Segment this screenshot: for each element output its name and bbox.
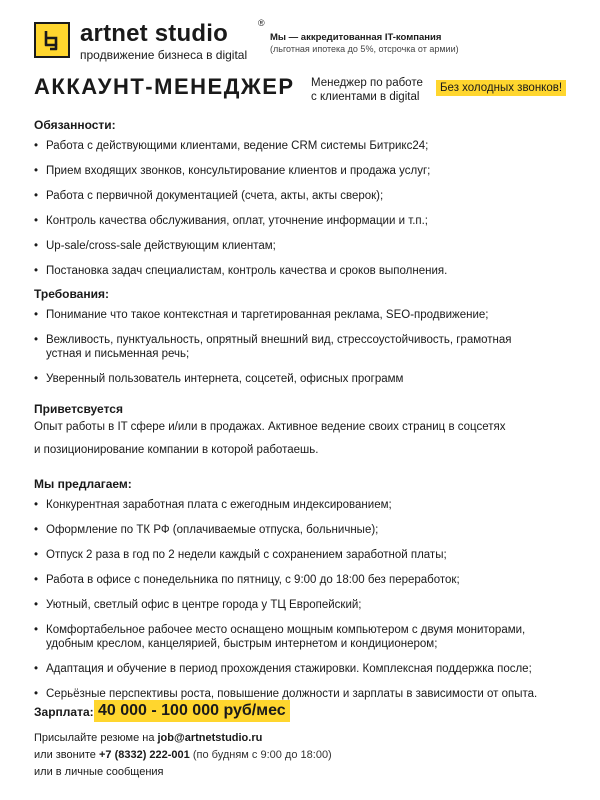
company-subtitle: (льготная ипотека до 5%, отсрочка от армии) xyxy=(270,44,459,54)
brand-reg-mark: ® xyxy=(258,18,265,28)
vacancy-subtitle-line2: с клиентами в digital xyxy=(311,91,420,103)
welcome-line2: и позиционирование компании в которой работаешь. xyxy=(34,444,319,456)
list-item: • Оформление по ТК РФ (оплачиваемые отпуска, больничные); xyxy=(34,523,564,537)
requirements-list xyxy=(34,308,564,397)
salary-value: 40 000 - 100 000 руб/мес xyxy=(94,700,290,722)
resume-line xyxy=(34,730,332,747)
phone-link[interactable]: +7 (8332) 222-001 xyxy=(98,749,190,761)
messages-line: или в личные сообщения xyxy=(34,766,164,778)
list-item: • Работа в офисе с понедельника по пятницу, с 9:00 до 18:00 без переработок; xyxy=(34,573,564,587)
list-item: • Конкурентная заработная плата с ежегодным индексированием; xyxy=(34,498,564,512)
list-item: • Работа с первичной документацией (счета, акты, акты сверок); xyxy=(34,189,564,203)
requirements-title: Требования: xyxy=(34,287,109,301)
list-item: • Вежливость, пунктуальность, опрятный внешний вид, стрессоустойчивость, грамотная устная и письменная речь; xyxy=(34,333,536,361)
list-item: • Адаптация и обучение в период прохождения стажировки. Комплексная поддержка после; xyxy=(34,662,564,676)
brand-logo-icon xyxy=(34,22,70,58)
brand-name: artnet studio xyxy=(80,20,228,47)
call-prefix: или звоните xyxy=(34,749,96,761)
offer-list xyxy=(34,498,564,712)
vacancy-title: АККАУНТ-МЕНЕДЖЕР xyxy=(34,74,295,99)
contacts xyxy=(34,730,332,781)
list-item: • Работа с действующими клиентами, ведение CRM системы Битрикс24; xyxy=(34,139,564,153)
welcome-title: Приветсвуется xyxy=(34,402,123,416)
list-item: • Понимание что такое контекстная и таргетированная реклама, SEO-продвижение; xyxy=(34,308,564,322)
list-item: • Контроль качества обслуживания, оплат, уточнение информации и т.п.; xyxy=(34,214,564,228)
resume-prefix: Присылайте резюме на xyxy=(34,732,155,744)
list-item: • Уверенный пользователь интернета, соцсетей, офисных программ xyxy=(34,372,564,386)
list-item: • Постановка задач специалистам, контроль качества и сроков выполнения. xyxy=(34,264,564,278)
offer-title: Мы предлагаем: xyxy=(34,477,132,491)
call-hours: (по будням с 9:00 до 18:00) xyxy=(192,749,332,761)
list-item: • Серьёзные перспективы роста, повышение должности и зарплаты в зависимости от опыта. xyxy=(34,687,564,701)
no-cold-calls-badge: Без холодных звонков! xyxy=(436,80,566,96)
vacancy-subtitle xyxy=(311,76,441,104)
brand-tagline: продвижение бизнеса в digital xyxy=(80,48,248,62)
welcome-text xyxy=(34,416,554,462)
call-line xyxy=(34,747,332,764)
salary-label: Зарплата: xyxy=(34,705,94,719)
email-link[interactable]: job@artnetstudio.ru xyxy=(157,732,263,744)
vacancy-subtitle-line1: Менеджер по работе xyxy=(311,77,423,89)
list-item: • Прием входящих звонков, консультирование клиентов и продажа услуг; xyxy=(34,164,564,178)
header xyxy=(34,18,574,68)
list-item: • Up-sale/cross-sale действующим клиентам; xyxy=(34,239,564,253)
welcome-line1: Опыт работы в IT сфере и/или в продажах. Активное ведение своих страниц в соцсетях xyxy=(34,421,506,433)
duties-list xyxy=(34,139,564,289)
company-info xyxy=(270,32,530,54)
list-item: • Комфортабельное рабочее место оснащено мощным компьютером с двумя мониторами, удобным креслом, канцелярией, быстрым интернетом и кондиционером; xyxy=(34,623,566,651)
list-item: • Уютный, светлый офис в центре города у ТЦ Европейский; xyxy=(34,598,564,612)
company-title: Мы — аккредитованная IT-компания xyxy=(270,32,442,43)
list-item: • Отпуск 2 раза в год по 2 недели каждый с сохранением заработной платы; xyxy=(34,548,564,562)
duties-title: Обязанности: xyxy=(34,118,116,132)
